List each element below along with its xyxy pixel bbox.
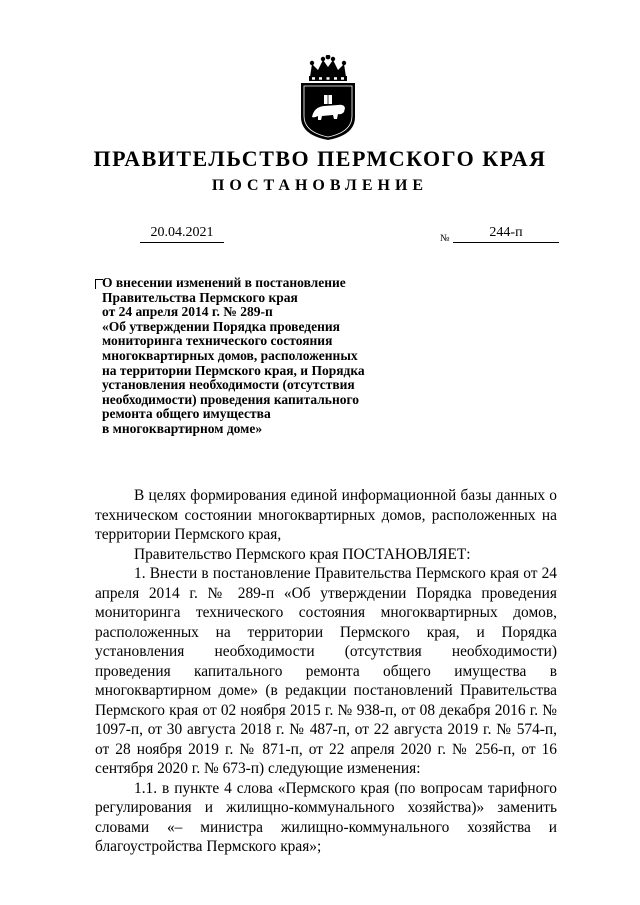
subject-line: установления необходимости (отсутствия — [102, 377, 355, 393]
subject-line: «Об утверждении Порядка проведения — [102, 318, 340, 334]
document-body — [95, 486, 557, 857]
document-subject — [102, 276, 402, 437]
subject-line: мониторинга технического состояния — [102, 333, 333, 349]
document-date: 20.04.2021 — [140, 225, 224, 243]
subject-line: О внесении изменений в постановление — [102, 275, 346, 290]
resolution-paragraph: Правительство Пермского края ПОСТАНОВЛЯЕТ: — [134, 545, 471, 563]
subject-line: ремонта общего имущества — [102, 406, 271, 422]
preamble-paragraph: В целях формирования единой информационной базы данных о техническом состоянии многоквартирных домов, расположенных на территории Пермского края, — [95, 487, 557, 543]
subject-line: в многоквартирном доме» — [102, 420, 263, 436]
number-sign: № — [440, 233, 450, 244]
clause-1-paragraph: 1. Внести в постановление Правительства Пермского края от 24 апреля 2014 г. № 289-п «Об утверждении Порядка проведения мониторинга технического состояния многоквартирных домов, расположенных на территории Пермского края, и Порядка установления необходимости (отсутствия необходимости) проведения капитального ремонта общего имущества в многоквартирном доме» (в редакции постановлений Правительства Пермского края от 02 ноября 2015 г. № 938-п, от 08 декабря 2016 г. № 1097-п, от 30 августа 2018 г. № 487-п, от 22 августа 2019 г. № 574-п, от 28 ноября 2019 г. № 871-п, от 22 апреля 2020 г. № 256-п, от 16 сентября 2020 г. № 673-п) следующие изменения: — [95, 565, 557, 777]
subject-line: от 24 апреля 2014 г. № 289-п — [102, 304, 273, 320]
subject-line: на территории Пермского края, и Порядка — [102, 362, 365, 378]
document-number: 244-п — [453, 225, 559, 243]
coat-of-arms-icon — [298, 55, 358, 141]
document-type: ПОСТАНОВЛЕНИЕ — [211, 177, 429, 194]
subject-line: Правительства Пермского края — [102, 289, 298, 305]
subject-line: необходимости) проведения капитального — [102, 391, 360, 407]
subject-line: многоквартирных домов, расположенных — [102, 347, 358, 363]
clause-1-1-paragraph: 1.1. в пункте 4 слова «Пермского края (по вопросам тарифного регулирования и жилищно-коммунального хозяйства)» заменить словами «– министра жилищно-коммунального хозяйства и благоустройства Пермского края»; — [95, 779, 557, 855]
government-title: ПРАВИТЕЛЬСТВО ПЕРМСКОГО КРАЯ — [93, 146, 547, 171]
